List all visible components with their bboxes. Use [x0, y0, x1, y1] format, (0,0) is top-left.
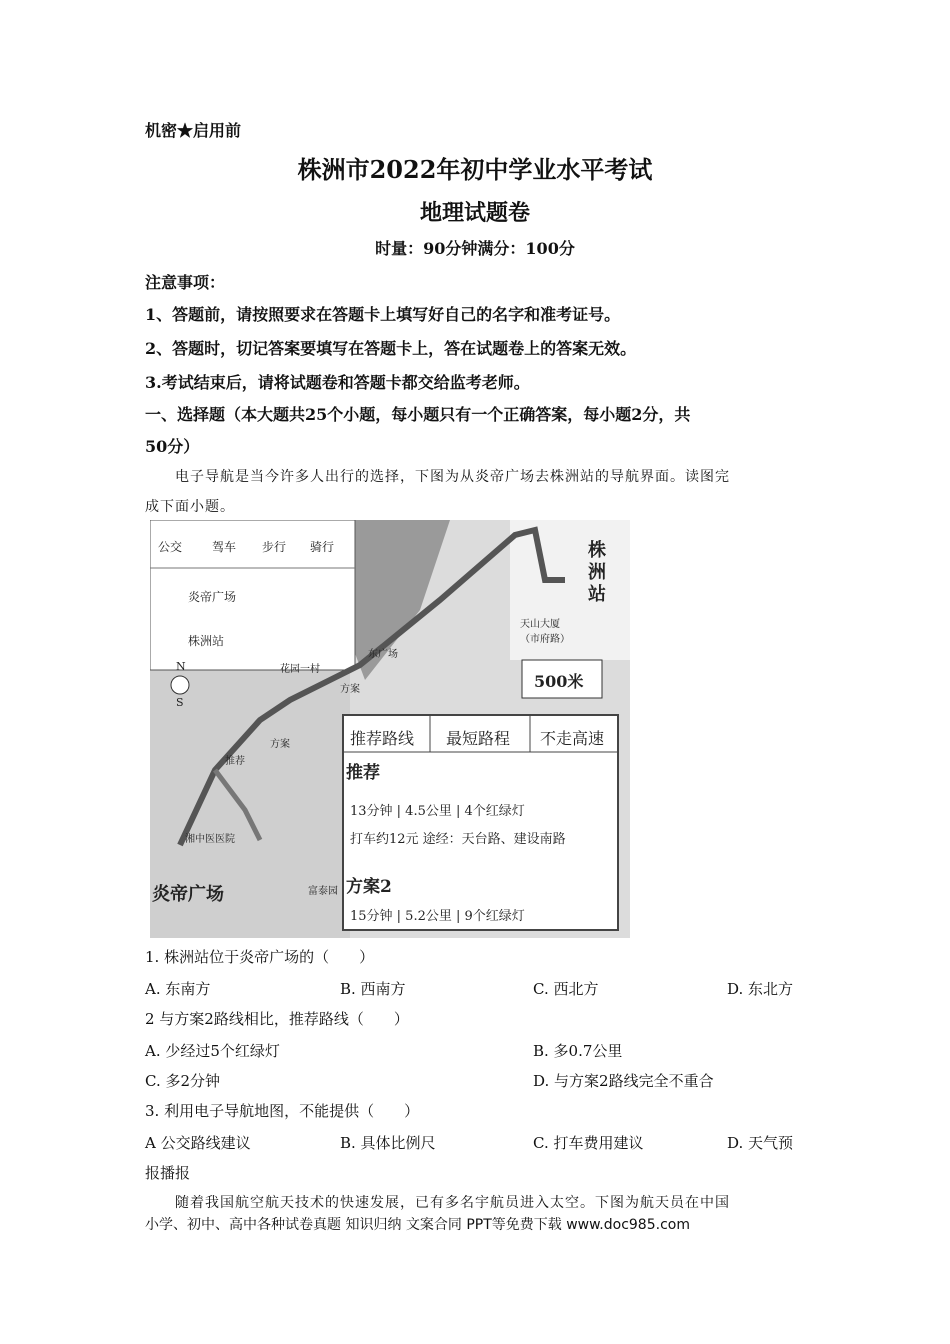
option: C. 多2分钟	[145, 1072, 221, 1090]
plan2-title: 方案2	[346, 877, 392, 897]
option: B. 具体比例尺	[340, 1134, 436, 1152]
notice-item: 3.考试结束后，请将试题卷和答题卡都交给监考老师。	[145, 373, 530, 392]
origin-field[interactable]: 炎帝广场	[188, 590, 237, 604]
tab-no-highway[interactable]: 不走高速	[540, 729, 605, 748]
exam-meta: 时量：90分钟满分：100分	[375, 239, 575, 258]
scale-bar-label: 500米	[534, 672, 584, 691]
section-heading: 一、选择题（本大题共25个小题，每小题只有一个正确答案，每小题2分，共	[145, 405, 691, 424]
footer-text: 小学、初中、高中各种试卷真题 知识归纳 文案合同 PPT等免费下载 www.doc985.com	[145, 1217, 690, 1233]
mode-tab-bus[interactable]: 公交	[158, 540, 183, 554]
confidential-mark: 机密★启用前	[145, 121, 242, 140]
option: D. 天气预	[727, 1134, 794, 1152]
recommended-detail: 打车约12元 途经：天台路、建设南路	[350, 832, 566, 847]
intro-text-cont: 成下面小题。	[145, 499, 235, 515]
option: B. 西南方	[340, 980, 406, 998]
place-label: 方案	[270, 739, 290, 750]
notice-item: 2、答题时，切记答案要填写在答题卡上，答在试题卷上的答案无效。	[145, 339, 637, 358]
station-label: 株洲站	[588, 540, 606, 605]
option: C. 西北方	[533, 980, 599, 998]
option: D. 与方案2路线完全不重合	[533, 1072, 714, 1090]
section-heading-cont: 50分）	[145, 437, 200, 456]
compass-south: S	[176, 696, 184, 709]
place-label: 东广场	[368, 649, 398, 660]
intro-text-2: 随着我国航空航天技术的快速发展，已有多名宇航员进入太空。下图为航天员在中国	[175, 1195, 730, 1211]
recommended-title: 推荐	[346, 763, 380, 783]
option: B. 多0.7公里	[533, 1042, 623, 1060]
option: A. 少经过5个红绿灯	[145, 1042, 280, 1060]
plaza-label: 炎帝广场	[152, 884, 224, 905]
place-label: 湘中医医院	[185, 834, 235, 845]
compass-north: N	[176, 660, 186, 673]
place-label: 富泰园	[308, 886, 338, 897]
notice-item: 1、答题前，请按照要求在答题卡上填写好自己的名字和准考证号。	[145, 305, 621, 324]
recommended-stats: 13分钟 | 4.5公里 | 4个红绿灯	[350, 804, 525, 819]
place-label: 天山大厦（市府路）	[520, 619, 570, 645]
question-stem: 2 与方案2路线相比，推荐路线（ ）	[145, 1010, 409, 1028]
tab-recommended[interactable]: 推荐路线	[350, 729, 415, 748]
question-stem: 3. 利用电子导航地图，不能提供（ ）	[145, 1102, 420, 1120]
option-wrap: 报播报	[145, 1164, 191, 1182]
tab-shortest[interactable]: 最短路程	[446, 729, 511, 748]
exam-subtitle: 地理试题卷	[419, 200, 530, 226]
place-label: 花园一村	[280, 664, 320, 675]
intro-text: 电子导航是当今许多人出行的选择，下图为从炎帝广场去株洲站的导航界面。读图完	[175, 469, 730, 485]
notice-heading: 注意事项：	[145, 273, 226, 292]
option: D. 东北方	[727, 980, 794, 998]
mode-tab-drive[interactable]: 驾车	[212, 540, 237, 554]
option: A. 东南方	[145, 980, 211, 998]
exam-title: 株洲市2022年初中学业水平考试	[297, 155, 653, 184]
place-label: 推荐	[225, 756, 245, 767]
destination-field[interactable]: 株洲站	[188, 634, 225, 648]
navigation-map	[150, 520, 630, 938]
mode-tab-walk[interactable]: 步行	[262, 540, 287, 554]
option: C. 打车费用建议	[533, 1134, 644, 1152]
option: A 公交路线建议	[145, 1134, 251, 1152]
mode-tab-bike[interactable]: 骑行	[310, 540, 335, 554]
place-label: 方案	[340, 684, 360, 695]
question-stem: 1. 株洲站位于炎帝广场的（ ）	[145, 948, 375, 966]
plan2-stats: 15分钟 | 5.2公里 | 9个红绿灯	[350, 909, 525, 924]
